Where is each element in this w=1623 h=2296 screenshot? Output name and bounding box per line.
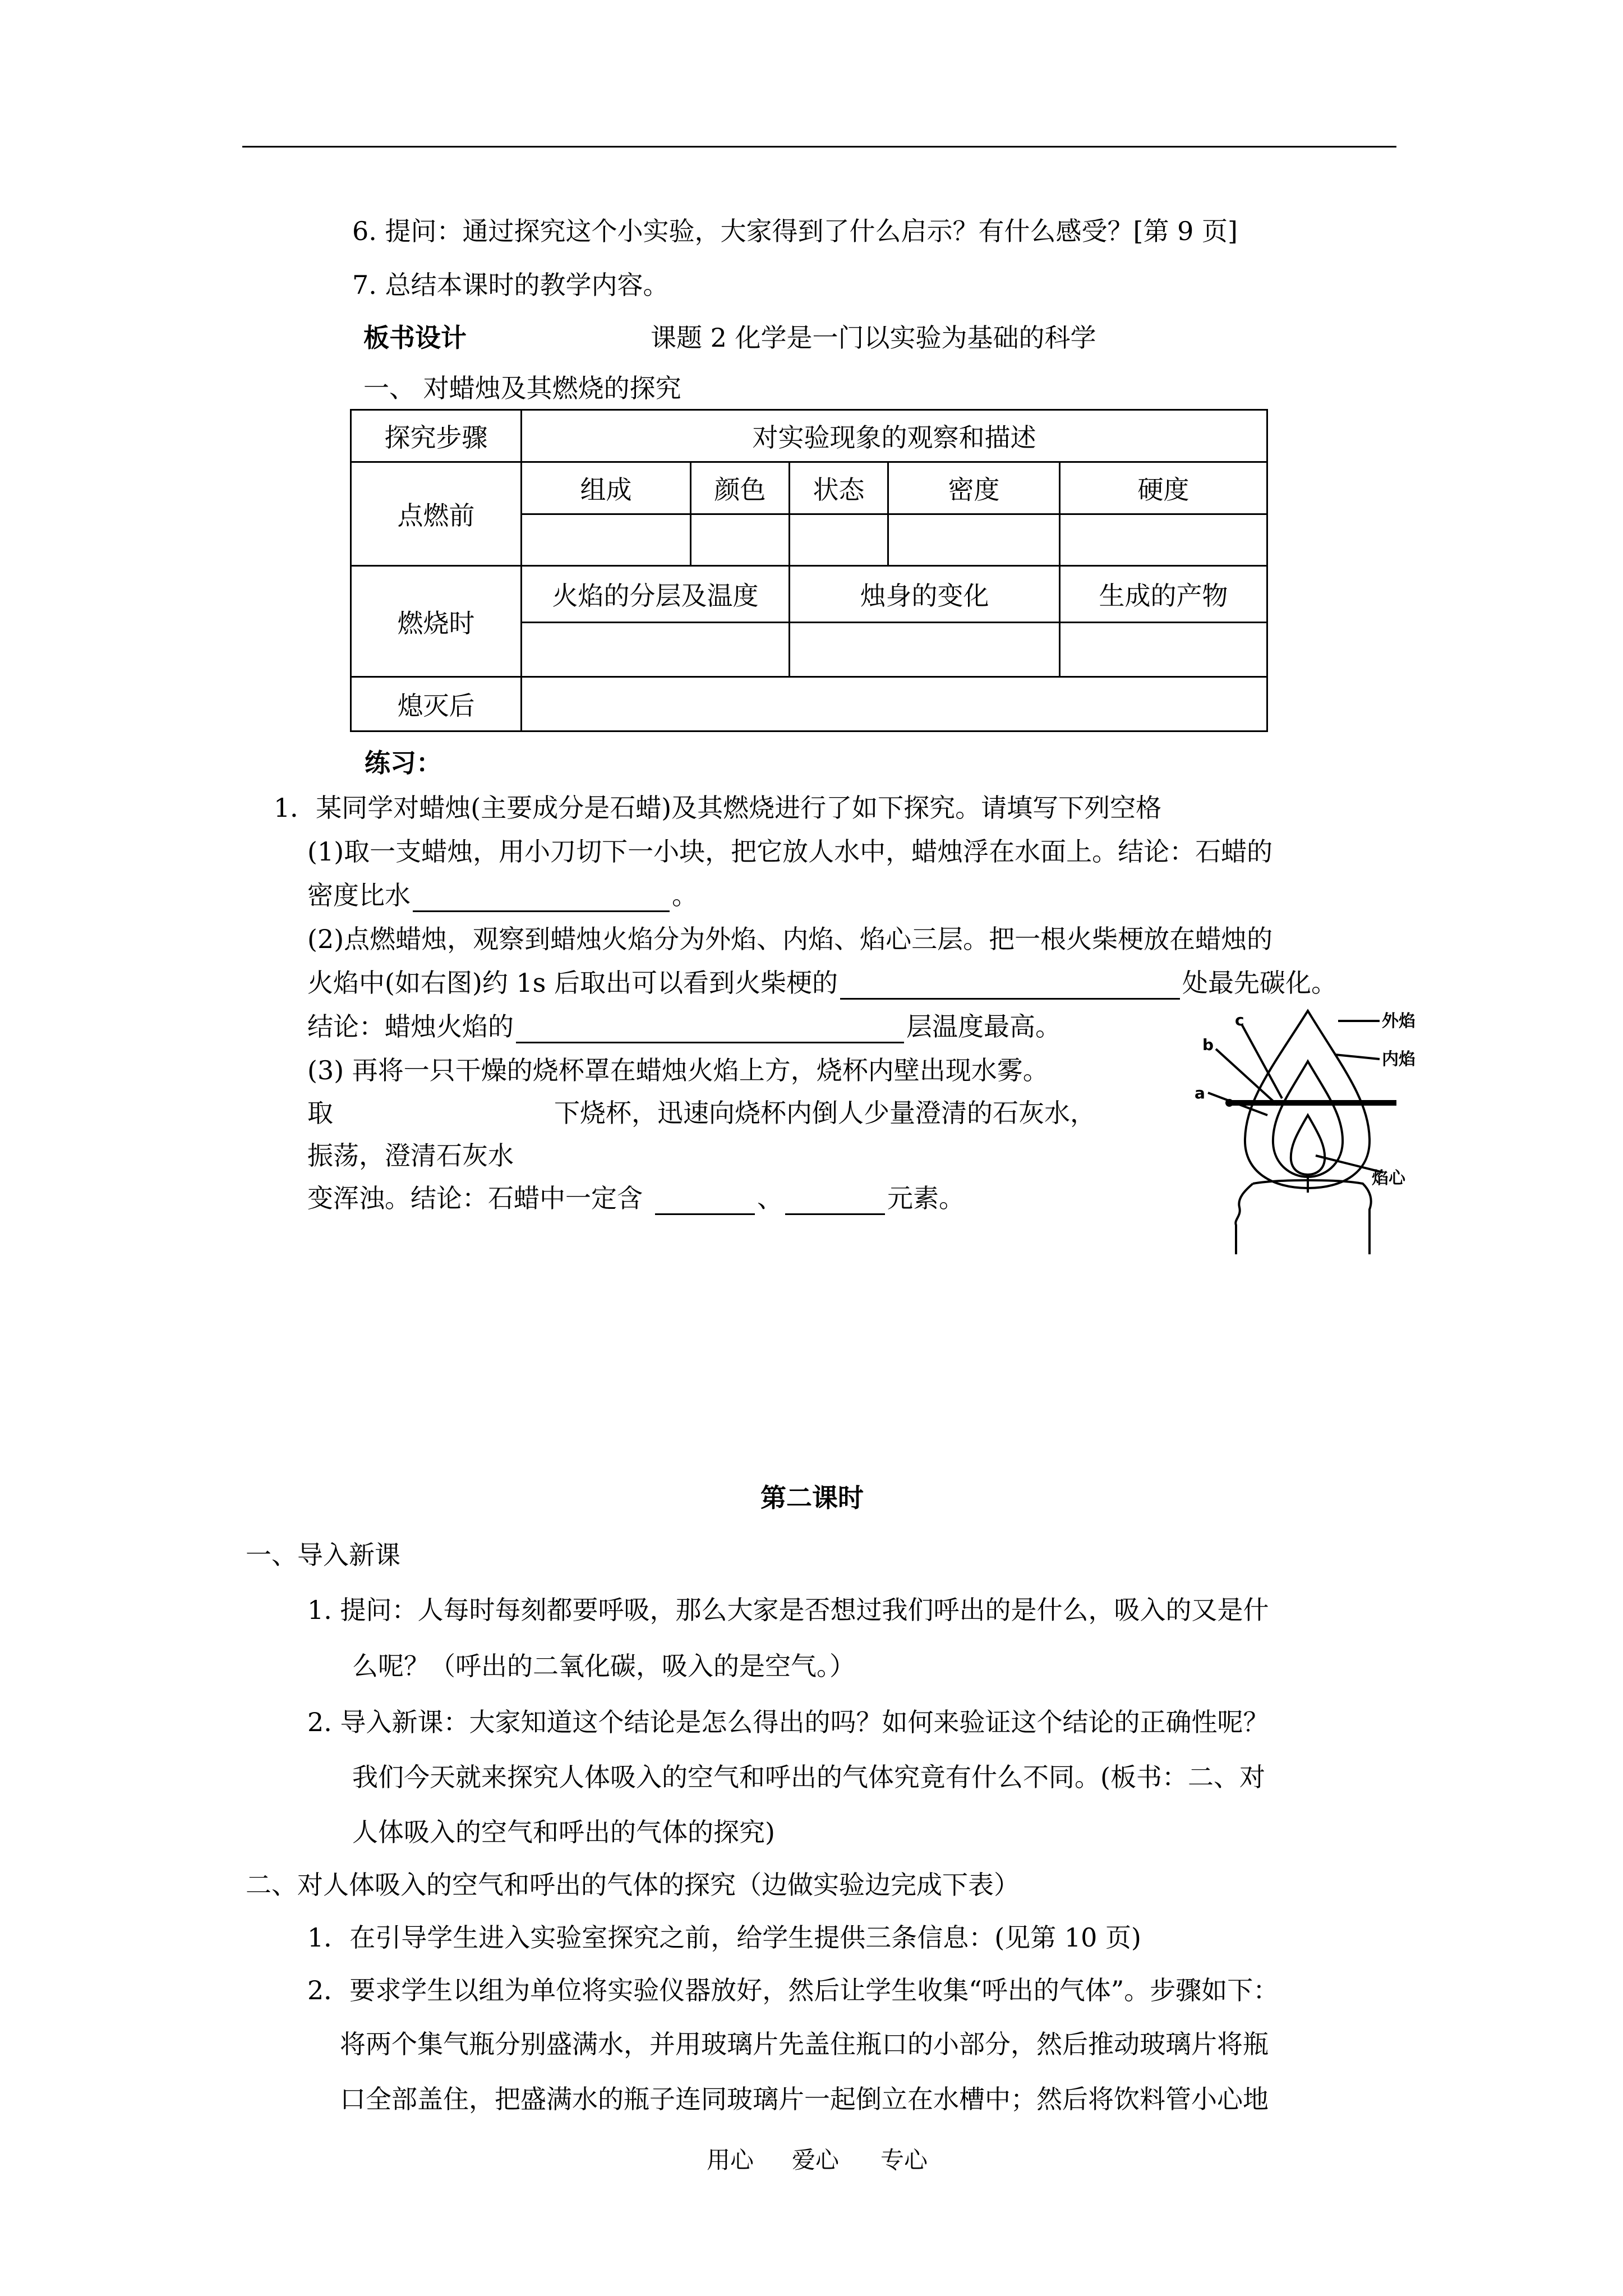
exercise-heading: 练习： [365, 748, 442, 778]
part2-line2: 火焰中(如右图)约 1s 后取出可以看到火柴梗的 处最先碳化。 [307, 966, 1337, 1000]
row-after-label: 熄灭后 [351, 677, 522, 731]
flame-core [1291, 1115, 1325, 1175]
col-products: 生成的产物 [1060, 566, 1267, 623]
part2-line1: (2)点燃蜡烛，观察到蜡烛火焰分为外焰、内焰、焰心三层。把一根火柴梗放在蜡烛的 [307, 924, 1273, 954]
lesson2-step1: 1．在引导学生进入实验室探究之前，给学生提供三条信息：(见第 10 页) [307, 1922, 1141, 1953]
pointer-b [1216, 1049, 1278, 1105]
answer-blank[interactable] [413, 886, 670, 912]
part1-line1: (1)取一支蜡烛，用小刀切下一小块，把它放人水中，蜡烛浮在水面上。结论：石蜡的 [307, 836, 1273, 867]
board-label: 板书设计 [363, 323, 467, 353]
answer-blank[interactable] [840, 973, 1180, 1000]
lesson2-item2-line3: 人体吸入的空气和呼出的气体的探究) [352, 1817, 775, 1847]
label-inner-flame: 内焰 [1382, 1050, 1415, 1069]
lesson2-step2-line2: 将两个集气瓶分别盛满水，并用玻璃片先盖住瓶口的小部分，然后推动玻璃片将瓶 [340, 2029, 1269, 2059]
header-step: 探究步骤 [351, 410, 522, 462]
answer-blank[interactable] [516, 1017, 904, 1043]
answer-blank[interactable] [785, 1189, 885, 1215]
part1-line2: 密度比水 。 [307, 878, 698, 912]
footer-text-2: 爱心 [792, 2146, 840, 2174]
lesson2-item1-line2: 么呢？（呼出的二氧化碳，吸入的是空气。） [352, 1651, 855, 1681]
candle-body [1235, 1180, 1371, 1254]
pointer-inner [1335, 1055, 1380, 1059]
lesson2-item2-line2: 我们今天就来探究人体吸入的空气和呼出的气体究竟有什么不同。(板书：二、对 [352, 1762, 1265, 1792]
label-c: c [1235, 1011, 1244, 1029]
part3-line2-b: 下烧杯，迅速向烧杯内倒人少量澄清的石灰水， [554, 1098, 1096, 1128]
part3-line1: (3) 再将一只干燥的烧杯罩在蜡烛火焰上方，烧杯内壁出现水雾。 [307, 1055, 1049, 1085]
question-1: 1．某同学对蜡烛(主要成分是石蜡)及其燃烧进行了如下探究。请填写下列空格 [274, 793, 1162, 823]
board-table [350, 409, 1268, 732]
col-hardness: 硬度 [1060, 462, 1267, 514]
cell-blank [691, 514, 790, 566]
item-6: 6. 提问：通过探究这个小实验，大家得到了什么启示？有什么感受？[第 9 页] [352, 216, 1238, 246]
col-state: 状态 [790, 462, 888, 514]
outer-flame [1245, 1011, 1370, 1188]
lesson2-item2-line1: 2. 导入新课：大家知道这个结论是怎么得出的吗？如何来验证这个结论的正确性呢？ [307, 1707, 1269, 1737]
col-density: 密度 [888, 462, 1060, 514]
part3-line2-a: 取 [307, 1098, 333, 1128]
header-observation: 对实验现象的观察和描述 [522, 410, 1267, 462]
label-a: a [1195, 1084, 1205, 1102]
label-outer-flame: 外焰 [1382, 1011, 1415, 1031]
item-7: 7. 总结本课时的教学内容。 [352, 270, 669, 300]
col-body-change: 烛身的变化 [790, 566, 1060, 623]
board-title: 课题 2 化学是一门以实验为基础的科学 [651, 323, 1096, 353]
row-burning-label: 燃烧时 [351, 566, 522, 677]
cell-blank [1060, 514, 1267, 566]
footer-text-3: 专心 [880, 2146, 928, 2174]
part3-line3: 振荡，澄清石灰水 [307, 1140, 514, 1171]
lesson2-step2-line3: 口全部盖住，把盛满水的瓶子连同玻璃片一起倒立在水槽中；然后将饮料管小心地 [340, 2084, 1269, 2114]
part2-line3: 结论：蜡烛火焰的 层温度最高。 [307, 1010, 1061, 1043]
section-heading-1: 一、 对蜡烛及其燃烧的探究 [363, 373, 681, 403]
label-b: b [1202, 1036, 1214, 1054]
header-rule [242, 146, 1396, 148]
lesson2-section-2: 二、对人体吸入的空气和呼出的气体的探究（边做实验边完成下表） [246, 1870, 1020, 1900]
cell-blank [522, 514, 691, 566]
candle-figure [1183, 999, 1419, 1257]
cell-blank [790, 514, 888, 566]
row-before-label: 点燃前 [351, 462, 522, 566]
matchstick-end [1225, 1099, 1233, 1107]
lesson2-item1-line1: 1. 提问：人每时每刻都要呼吸，那么大家是否想过我们呼出的是什么，吸入的又是什 [307, 1595, 1269, 1625]
cell-blank [522, 677, 1267, 731]
col-flame-layers: 火焰的分层及温度 [522, 566, 790, 623]
cell-blank [1060, 623, 1267, 677]
cell-blank [790, 623, 1060, 677]
label-flame-core: 焰心 [1372, 1168, 1405, 1188]
answer-blank[interactable] [655, 1189, 755, 1215]
lesson2-title: 第二课时 [760, 1483, 864, 1513]
footer-text-1: 用心 [707, 2146, 754, 2174]
col-composition: 组成 [522, 462, 691, 514]
cell-blank [522, 623, 790, 677]
part3-line4: 变浑浊。结论：石蜡中一定含 、 元素。 [307, 1181, 965, 1215]
lesson2-section-1: 一、导入新课 [246, 1540, 400, 1570]
cell-blank [888, 514, 1060, 566]
lesson2-step2-line1: 2．要求学生以组为单位将实验仪器放好，然后让学生收集“呼出的气体”。步骤如下： [307, 1975, 1279, 2005]
col-color: 颜色 [691, 462, 790, 514]
